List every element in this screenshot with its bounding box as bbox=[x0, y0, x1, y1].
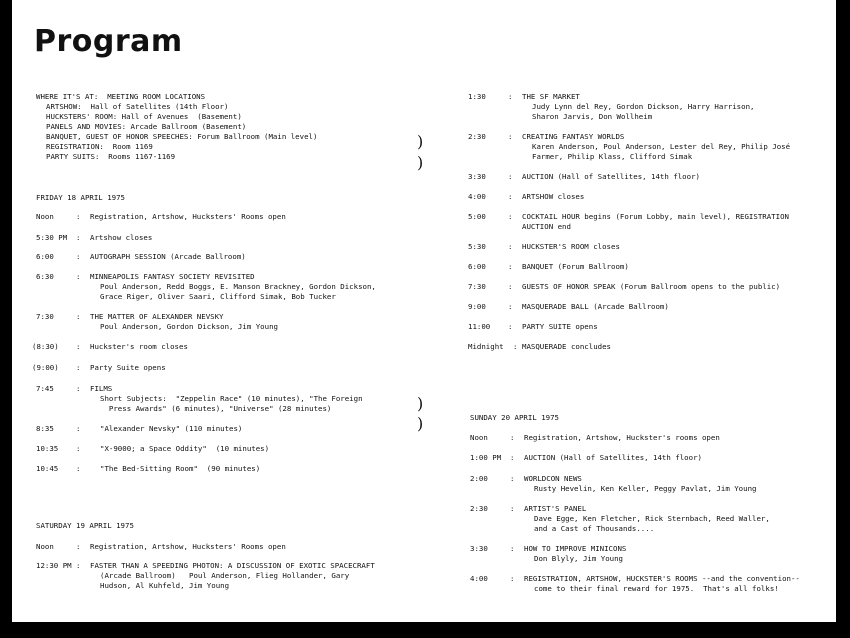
schedule-desc: AUTOGRAPH SESSION (Arcade Ballroom) bbox=[90, 252, 246, 261]
schedule-sep: : bbox=[76, 444, 81, 453]
schedule-desc: Registration, Artshow, Hucksters' Rooms open bbox=[90, 212, 286, 221]
schedule-sep: : bbox=[508, 172, 513, 181]
schedule-sep: : bbox=[76, 363, 81, 372]
schedule-sep: : bbox=[513, 342, 518, 351]
schedule-time: 5:00 bbox=[468, 212, 486, 221]
schedule-sub: Hudson, Al Kuhfeld, Jim Young bbox=[100, 581, 230, 590]
sunday-heading: SUNDAY 20 APRIL 1975 bbox=[470, 413, 559, 422]
schedule-time: Noon bbox=[36, 542, 54, 551]
schedule-sep: : bbox=[510, 433, 515, 442]
schedule-desc: PARTY SUITE opens bbox=[522, 322, 598, 331]
schedule-desc: HOW TO IMPROVE MINICONS bbox=[524, 544, 627, 553]
schedule-sep: : bbox=[508, 282, 513, 291]
schedule-sub: Farmer, Philip Klass, Clifford Simak bbox=[532, 152, 693, 161]
schedule-sub: Dave Egge, Ken Fletcher, Rick Sternbach, Reed Waller, bbox=[534, 514, 770, 523]
schedule-sep: : bbox=[76, 233, 81, 242]
schedule-time: 10:45 bbox=[36, 464, 59, 473]
location-line: PARTY SUITS: Rooms 1167-1169 bbox=[46, 152, 176, 161]
schedule-sep: : bbox=[510, 544, 515, 553]
locations-heading: WHERE IT'S AT: MEETING ROOM LOCATIONS bbox=[36, 92, 206, 101]
schedule-time: 2:00 bbox=[470, 474, 488, 483]
location-line: PANELS AND MOVIES: Arcade Ballroom (Basement) bbox=[46, 122, 247, 131]
schedule-desc: COCKTAIL HOUR begins (Forum Lobby, main level), REGISTRATION bbox=[522, 212, 789, 221]
location-line: BANQUET, GUEST OF HONOR SPEECHES: Forum Ballroom (Main level) bbox=[46, 132, 318, 141]
schedule-desc: MINNEAPOLIS FANTASY SOCIETY REVISITED bbox=[90, 272, 255, 281]
schedule-sep: : bbox=[508, 92, 513, 101]
schedule-time: 7:45 bbox=[36, 384, 54, 393]
schedule-sub: (Arcade Ballroom) Poul Anderson, Flieg Hollander, Gary bbox=[100, 571, 350, 580]
schedule-desc: FILMS bbox=[90, 384, 113, 393]
schedule-desc: FASTER THAN A SPEEDING PHOTON: A DISCUSSION OF EXOTIC SPACECRAFT bbox=[90, 561, 375, 570]
schedule-sub: Grace Riger, Oliver Saari, Clifford Simak, Bob Tucker bbox=[100, 292, 336, 301]
schedule-time: 1:30 bbox=[468, 92, 486, 101]
schedule-sep: : bbox=[76, 384, 81, 393]
schedule-time: 2:30 bbox=[468, 132, 486, 141]
schedule-desc: HUCKSTER'S ROOM closes bbox=[522, 242, 620, 251]
schedule-sub: come to their final reward for 1975. That's all folks! bbox=[534, 584, 779, 593]
friday-heading: FRIDAY 18 APRIL 1975 bbox=[36, 193, 125, 202]
schedule-sep: : bbox=[508, 262, 513, 271]
schedule-sub: Judy Lynn del Rey, Gordon Dickson, Harry Harrison, bbox=[532, 102, 755, 111]
location-line: ARTSHOW: Hall of Satellites (14th Floor) bbox=[46, 102, 229, 111]
schedule-sep: : bbox=[76, 464, 81, 473]
program-page bbox=[12, 0, 836, 622]
schedule-sep: : bbox=[76, 312, 81, 321]
schedule-time: 2:30 bbox=[470, 504, 488, 513]
schedule-time: (9:00) bbox=[32, 363, 59, 372]
schedule-sub: Short Subjects: "Zeppelin Race" (10 minutes), "The Foreign bbox=[100, 394, 363, 403]
page-title: Program bbox=[34, 24, 183, 59]
schedule-sep: : bbox=[510, 474, 515, 483]
schedule-time: 6:00 bbox=[36, 252, 54, 261]
schedule-sub: Karen Anderson, Poul Anderson, Lester del Rey, Philip José bbox=[532, 142, 791, 151]
schedule-sub: and a Cast of Thousands.... bbox=[534, 524, 655, 533]
schedule-sep: : bbox=[508, 132, 513, 141]
schedule-desc: ARTSHOW closes bbox=[522, 192, 585, 201]
schedule-time: 4:00 bbox=[468, 192, 486, 201]
schedule-time: 5:30 bbox=[468, 242, 486, 251]
schedule-time: 8:35 bbox=[36, 424, 54, 433]
schedule-time: 11:00 bbox=[468, 322, 491, 331]
schedule-desc: Huckster's room closes bbox=[90, 342, 188, 351]
schedule-desc: Registration, Artshow, Hucksters' Rooms open bbox=[90, 542, 286, 551]
schedule-time: Noon bbox=[36, 212, 54, 221]
schedule-time: Midnight bbox=[468, 342, 504, 351]
schedule-desc: THE SF MARKET bbox=[522, 92, 580, 101]
schedule-time: (8:30) bbox=[32, 342, 59, 351]
schedule-desc: BANQUET (Forum Ballroom) bbox=[522, 262, 629, 271]
saturday-heading: SATURDAY 19 APRIL 1975 bbox=[36, 521, 134, 530]
scan-border bbox=[0, 622, 850, 638]
schedule-time: 6:00 bbox=[468, 262, 486, 271]
schedule-desc: MASQUERADE concludes bbox=[522, 342, 611, 351]
margin-bracket: ) bbox=[417, 132, 424, 151]
schedule-time: 7:30 bbox=[468, 282, 486, 291]
schedule-desc: REGISTRATION, ARTSHOW, HUCKSTER'S ROOMS --and the convention-- bbox=[524, 574, 800, 583]
schedule-time: Noon bbox=[470, 433, 488, 442]
schedule-desc: GUESTS OF HONOR SPEAK (Forum Ballroom opens to the public) bbox=[522, 282, 781, 291]
schedule-desc: ARTIST'S PANEL bbox=[524, 504, 587, 513]
schedule-sub: Poul Anderson, Gordon Dickson, Jim Young bbox=[100, 322, 278, 331]
schedule-sub: Rusty Hevelin, Ken Keller, Peggy Pavlat, Jim Young bbox=[534, 484, 757, 493]
schedule-desc: CREATING FANTASY WORLDS bbox=[522, 132, 625, 141]
schedule-sep: : bbox=[76, 342, 81, 351]
schedule-desc: WORLDCON NEWS bbox=[524, 474, 582, 483]
schedule-time: 3:30 bbox=[468, 172, 486, 181]
schedule-time: 10:35 bbox=[36, 444, 59, 453]
schedule-time: 7:30 bbox=[36, 312, 54, 321]
schedule-sep: : bbox=[508, 322, 513, 331]
schedule-sub: Sharon Jarvis, Don Wollheim bbox=[532, 112, 653, 121]
schedule-time: 3:30 bbox=[470, 544, 488, 553]
schedule-sep: : bbox=[508, 212, 513, 221]
schedule-sep: : bbox=[510, 453, 515, 462]
margin-bracket: ) bbox=[417, 394, 424, 413]
schedule-sep: : bbox=[76, 424, 81, 433]
schedule-desc: Registration, Artshow, Huckster's rooms open bbox=[524, 433, 720, 442]
schedule-desc: "The Bed-Sitting Room" (90 minutes) bbox=[100, 464, 261, 473]
schedule-desc: AUCTION (Hall of Satellites, 14th floor) bbox=[522, 172, 700, 181]
schedule-sep: : bbox=[76, 252, 81, 261]
schedule-desc: Party Suite opens bbox=[90, 363, 166, 372]
schedule-sep: : bbox=[508, 192, 513, 201]
schedule-sep: : bbox=[510, 574, 515, 583]
schedule-sep: : bbox=[76, 212, 81, 221]
schedule-time: 1:00 PM bbox=[470, 453, 502, 462]
margin-bracket: ) bbox=[417, 153, 424, 172]
schedule-sub: Don Blyly, Jim Young bbox=[534, 554, 623, 563]
schedule-time: 9:00 bbox=[468, 302, 486, 311]
schedule-sub: AUCTION end bbox=[522, 222, 571, 231]
location-line: REGISTRATION: Room 1169 bbox=[46, 142, 153, 151]
schedule-desc: MASQUERADE BALL (Arcade Ballroom) bbox=[522, 302, 669, 311]
schedule-sep: : bbox=[510, 504, 515, 513]
schedule-sep: : bbox=[76, 561, 81, 570]
schedule-desc: "X-9000; a Space Oddity" (10 minutes) bbox=[100, 444, 270, 453]
schedule-time: 12:30 PM bbox=[36, 561, 72, 570]
schedule-sub: Press Awards" (6 minutes), "Universe" (28 minutes) bbox=[100, 404, 332, 413]
location-line: HUCKSTERS' ROOM: Hall of Avenues (Basement) bbox=[46, 112, 242, 121]
schedule-time: 4:00 bbox=[470, 574, 488, 583]
schedule-desc: THE MATTER OF ALEXANDER NEVSKY bbox=[90, 312, 224, 321]
margin-bracket: ) bbox=[417, 414, 424, 433]
schedule-sep: : bbox=[508, 242, 513, 251]
schedule-sub: Poul Anderson, Redd Boggs, E. Manson Brackney, Gordon Dickson, bbox=[100, 282, 376, 291]
schedule-sep: : bbox=[76, 542, 81, 551]
schedule-time: 6:30 bbox=[36, 272, 54, 281]
schedule-sep: : bbox=[76, 272, 81, 281]
schedule-desc: Artshow closes bbox=[90, 233, 153, 242]
schedule-time: 5:30 PM bbox=[36, 233, 68, 242]
schedule-desc: "Alexander Nevsky" (110 minutes) bbox=[100, 424, 243, 433]
schedule-sep: : bbox=[508, 302, 513, 311]
schedule-desc: AUCTION (Hall of Satellites, 14th floor) bbox=[524, 453, 702, 462]
